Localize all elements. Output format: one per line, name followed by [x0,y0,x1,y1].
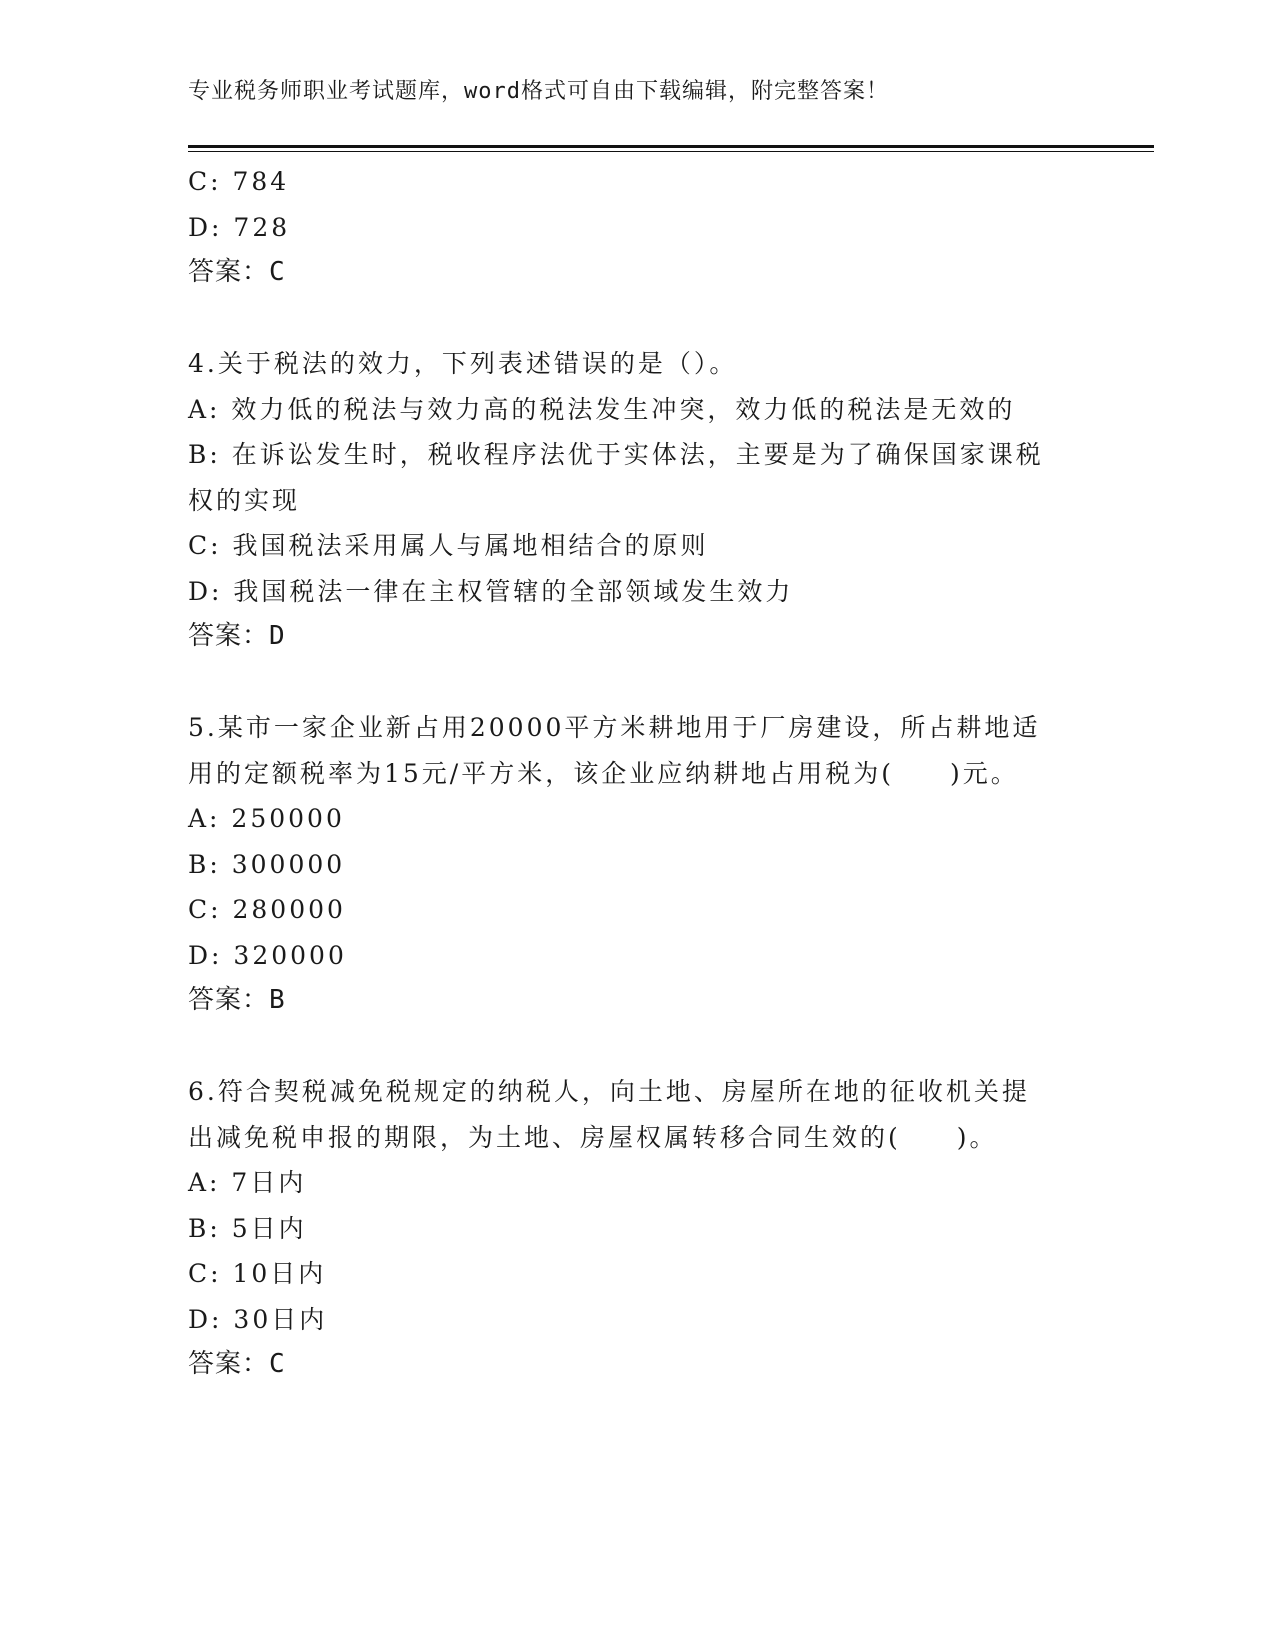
question-4 [188,341,1088,660]
question-stem-continued: 出减免税申报的期限，为土地、房屋权属转移合同生效的( )。 [188,1122,998,1152]
option-d: D: 728 [188,212,291,242]
option-a: A: 效力低的税法与效力高的税法发生冲突，效力低的税法是无效的 [188,394,1016,424]
question-list [188,159,1088,1388]
spacer [188,660,1088,706]
answer: 答案：B [188,985,286,1015]
header-rule-thick [188,145,1154,148]
option-d: D: 320000 [188,940,347,970]
question-6 [188,1069,1088,1388]
option-c: C: 我国税法采用属人与属地相结合的原则 [188,531,709,560]
option-b-continued: 权的实现 [188,485,301,515]
spacer [188,296,1088,342]
answer: 答案：C [188,1349,286,1379]
option-c: C: 280000 [188,895,346,924]
question-5 [188,705,1088,1024]
answer: 答案：C [188,257,286,287]
question-stem: 5.某市一家企业新占用20000平方米耕地用于厂房建设，所占耕地适 [188,713,1041,742]
option-c: C: 10日内 [188,1259,327,1288]
header-rule-thin [188,151,1154,152]
option-a: A: 250000 [188,804,345,833]
option-c: C: 784 [188,167,290,196]
option-a: A: 7日内 [188,1168,307,1197]
question-stem: 4.关于税法的效力，下列表述错误的是（）。 [188,349,738,378]
document-header: 专业税务师职业考试题库，word格式可自由下载编辑，附完整答案！ [188,79,889,104]
answer: 答案：D [188,621,286,651]
option-d: D: 我国税法一律在主权管辖的全部领域发生效力 [188,576,794,606]
question-stem-continued: 用的定额税率为15元/平方米，该企业应纳耕地占用税为( )元。 [188,758,1019,788]
option-b: B: 在诉讼发生时，税收程序法优于实体法，主要是为了确保国家课税 [188,440,1044,469]
option-b: B: 5日内 [188,1213,307,1243]
question-stem: 6.符合契税减免税规定的纳税人，向土地、房屋所在地的征收机关提 [188,1077,1030,1106]
option-d: D: 30日内 [188,1304,328,1334]
option-b: B: 300000 [188,849,346,879]
question-3-tail [188,159,1088,296]
spacer [188,1024,1088,1070]
